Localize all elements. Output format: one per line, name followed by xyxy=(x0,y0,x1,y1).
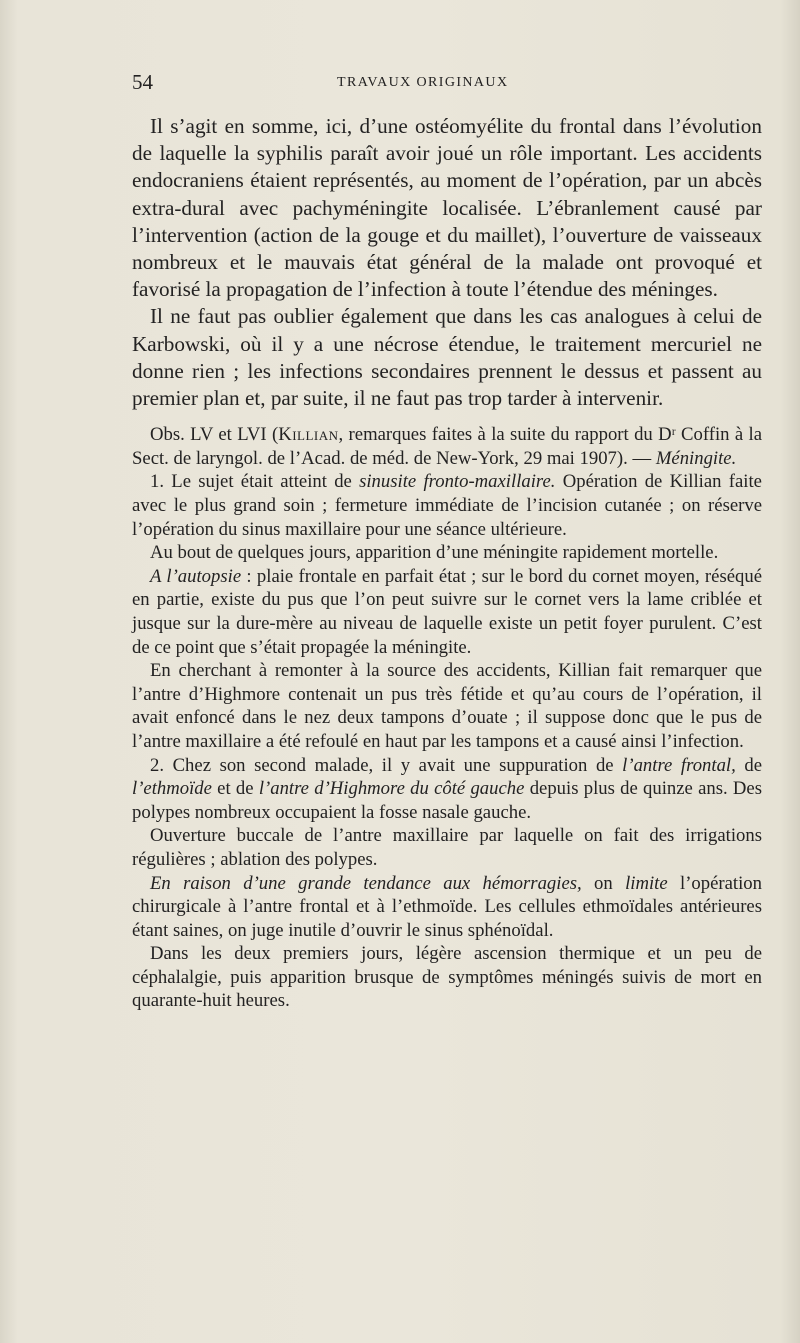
main-discussion xyxy=(132,113,762,412)
page-number: 54 xyxy=(132,70,153,94)
paragraph-cause: En cherchant à remonter à la source des accidents, Killian fait remarquer que l’antre d’Highmore contenait un pus très fétide et qu’au cours de l’opération, il avait enfoncé dans le nez deux tampons d’ouate ; il suppose donc que le pus de l’antre maxillaire a été refoulé en haut par les tampons et a causé ainsi l’infection. xyxy=(132,660,762,752)
paragraph-treatment: Ouverture buccale de l’antre maxillaire par laquelle on fait des irrigations régulières ; ablation des polypes. xyxy=(132,825,762,870)
operation-reason: En raison d’une grande tendance aux hémorragies, xyxy=(150,872,582,894)
case1-text-c: Opération de Killian faite avec le plus grand soin ; fermeture immédiate de l’incision cutanée ; on réserve l’opération du sinus maxillaire pour une séance ultérieure. xyxy=(132,471,762,540)
operation-text-b: on xyxy=(581,872,626,894)
case2-site-2: l’ethmoïde xyxy=(132,778,212,800)
paragraph-outcome: Dans les deux premiers jours, légère ascension thermique et un peu de céphalalgie, puis apparition brusque de symptômes méningés suivis de mort en quarante-huit heures. xyxy=(132,943,762,1012)
author-killian: Killian xyxy=(278,424,339,446)
case1-diagnosis: sinusite fronto-maxillaire. xyxy=(359,471,556,493)
obs-text-a: Obs. LV et LVI ( xyxy=(150,424,279,446)
running-head: TRAVAUX ORIGINAUX xyxy=(337,75,509,90)
autopsy-label: A l’autopsie xyxy=(150,565,242,587)
body-text xyxy=(132,113,762,1013)
observation-heading xyxy=(132,423,762,470)
operation-limit: limite xyxy=(625,872,668,894)
autopsy-text: : plaie frontale en parfait état ; sur le bord du cornet moyen, réséqué en partie, existe du pus que l’on peut suivre sur le cornet vers la lame criblée et jusque sur la dure-mère au niveau de laquelle existe un petit foyer purulent. C’est de ce point que s’était propagée la méningite. xyxy=(132,565,762,658)
page-header xyxy=(132,70,762,100)
obs-subject: Méningite. xyxy=(655,447,737,469)
case2-site-3: l’antre d’Highmore du côté gauche xyxy=(258,778,525,800)
case2-text-c: de xyxy=(735,754,762,776)
observation-section xyxy=(132,423,762,1013)
paragraph-1: Il s’agit en somme, ici, d’une ostéomyélite du frontal dans l’évolution de laquelle la syphilis paraît avoir joué un rôle important. Les accidents endocraniens étaient représentés, au moment de l’opération, par un abcès extra-dural avec pachyméningite localisée. L’ébranlement causé par l’intervention (action de la gouge et du maillet), l’ouverture de vaisseaux nombreux et le mauvais état général de la malade ont provoqué et favorisé la propagation de l’infection à toute l’étendue des méninges. xyxy=(132,114,762,302)
paragraph-case-1 xyxy=(132,470,762,541)
case2-site-1: l’antre frontal, xyxy=(622,754,736,776)
case2-text-a: 2. Chez son second malade, il y avait une suppuration de xyxy=(150,754,623,776)
paragraph-evolution: Au bout de quelques jours, apparition d’une méningite rapidement mortelle. xyxy=(150,542,719,564)
paragraph-autopsy xyxy=(132,565,762,659)
operation-text-d: l’opération chirurgicale à l’antre frontal et à l’ethmoïde. Les cellules ethmoïdales antérieures étant saines, on juge inutile d’ouvrir le sinus sphénoïdal. xyxy=(132,872,762,941)
case1-text-a: 1. Le sujet était atteint de xyxy=(150,471,360,493)
case2-text-e: et de xyxy=(211,778,259,800)
paragraph-case-2 xyxy=(132,754,762,825)
paragraph-2: Il ne faut pas oublier également que dans les cas analogues à celui de Karbowski, où il y a une nécrose étendue, le traitement mercuriel ne donne rien ; les infections secondaires prennent le dessus et passent au premier plan et, par suite, il ne faut pas trop tarder à intervenir. xyxy=(132,304,762,411)
paragraph-operation xyxy=(132,872,762,943)
obs-text-c: , remarques faites à la suite du rapport du Dʳ Coffin à la Sect. de laryngol. de l’Acad. de méd. de New-York, 29 mai 1907). — xyxy=(132,424,762,469)
case2-text-g: depuis plus de quinze ans. Des polypes nombreux occupaient la fosse nasale gauche. xyxy=(132,778,762,823)
